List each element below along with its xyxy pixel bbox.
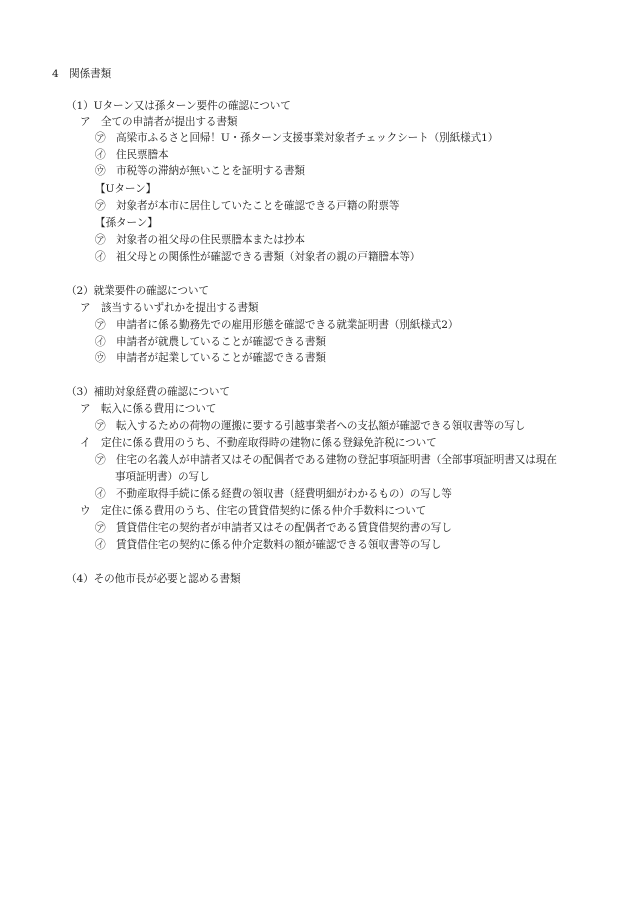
subsection-4-heading: （4）その他市長が必要と認める書類 xyxy=(66,573,241,585)
list-item: ㋑ 祖父母との関係性が確認できる書類（対象者の親の戸籍謄本等） xyxy=(95,251,421,263)
list-item: ㋐ 対象者が本市に居住していたことを確認できる戸籍の附票等 xyxy=(95,200,400,212)
subsection-1-heading: （1）Uターン又は孫ターン要件の確認について xyxy=(66,100,291,112)
sub1-a-heading: ア 全ての申請者が提出する書類 xyxy=(80,116,238,128)
list-item: ㋐ 転入するための荷物の運搬に要する引越事業者への支払額が確認できる領収書等の写し xyxy=(95,420,526,432)
magoturn-label: 【孫ターン】 xyxy=(95,217,158,229)
list-item: ㋐ 住宅の名義人が申請者又はその配偶者である建物の登記事項証明書（全部事項証明書又は現在 xyxy=(95,454,557,466)
list-item: ㋒ 市税等の滞納が無いことを証明する書類 xyxy=(95,165,305,177)
list-item: ㋑ 賃貸借住宅の契約に係る仲介定数料の額が確認できる領収書等の写し xyxy=(95,539,442,551)
list-item: ㋑ 申請者が就農していることが確認できる書類 xyxy=(95,336,326,348)
section-title: 4 関係書類 xyxy=(52,68,112,80)
list-item-continuation: 事項証明書）の写し xyxy=(115,471,210,483)
subsection-3-heading: （3）補助対象経費の確認について xyxy=(66,386,230,398)
sub2-a-heading: ア 該当するいずれかを提出する書類 xyxy=(80,302,259,314)
list-item: ㋑ 不動産取得手続に係る経費の領収書（経費明細がわかるもの）の写し等 xyxy=(95,488,452,500)
sub3-i-heading: イ 定住に係る費用のうち、不動産取得時の建物に係る登録免許税について xyxy=(80,437,437,449)
subsection-2-heading: （2）就業要件の確認について xyxy=(66,285,209,297)
list-item: ㋐ 高梁市ふるさと回帰！U・孫ターン支援事業対象者チェックシート（別紙様式1） xyxy=(95,132,499,144)
sub3-a-heading: ア 転入に係る費用について xyxy=(80,403,217,415)
uturn-label: 【Uターン】 xyxy=(95,183,157,195)
list-item: ㋑ 住民票謄本 xyxy=(95,149,169,161)
list-item: ㋒ 申請者が起業していることが確認できる書類 xyxy=(95,352,326,364)
sub3-u-heading: ウ 定住に係る費用のうち、住宅の賃貸借契約に係る仲介手数料について xyxy=(80,505,427,517)
list-item: ㋐ 申請者に係る勤務先での雇用形態を確認できる就業証明書（別紙様式2） xyxy=(95,319,459,331)
list-item: ㋐ 賃貸借住宅の契約者が申請者又はその配偶者である賃貸借契約書の写し xyxy=(95,522,452,534)
list-item: ㋐ 対象者の祖父母の住民票謄本または抄本 xyxy=(95,234,305,246)
